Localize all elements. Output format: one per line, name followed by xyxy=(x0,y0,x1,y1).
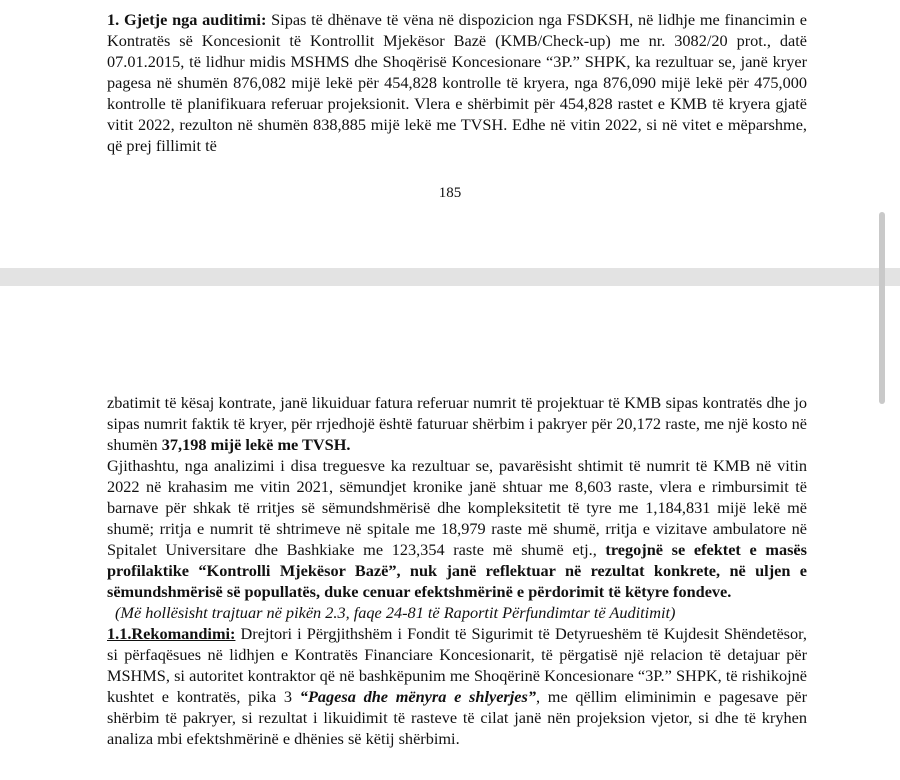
analysis-conclusion: tregojnë se efektet e masës profilaktike “Kontrolli Mjekësor Bazë”, nuk janë reflektuar në rezultat konkrete, në uljen e sëmundshmërisë së popullatës, duke cenuar efektshmërinë e përdorimit të këtyre fondeve. xyxy=(107,540,807,601)
analysis-paragraph xyxy=(107,455,807,602)
finding-label: 1. Gjetje nga auditimi: xyxy=(107,10,267,29)
page-separator xyxy=(0,268,900,286)
continuation-text: zbatimit të kësaj kontrate, janë likuiduar fatura referuar numrit të projektuar të KMB sipas kontratës dhe jo sipas numrit faktik të kryer, për rrjedhojë është faturuar shërbim i pakryer për 20,172 raste, me një kosto në shumën xyxy=(107,393,807,454)
report-reference: (Më hollësisht trajtuar në pikën 2.3, faqe 24-81 të Raportit Përfundimtar të Auditimit) xyxy=(115,603,676,622)
cost-amount: 37,198 mijë lekë me TVSH. xyxy=(161,435,351,454)
analysis-text: Gjithashtu, nga analizimi i disa treguesve ka rezultuar se, pavarësisht shtimit të numrit të KMB në vitin 2022 në krahasim me vitin 2021, sëmundjet kronike janë shtuar me 8,603 raste, vlera e rimbursimit të barnave për shkak të rritjes së sëmundshmërisë dhe kompleksitetit të tyre me 1,184,831 mijë lekë më shumë; rritja e numrit të shtrimeve në spitale me 18,979 raste më shumë, rritja e vizitave ambulatore në Spitalet Universitare dhe Bashkiake me 123,354 raste më shumë etj., xyxy=(107,456,807,559)
continuation-paragraph xyxy=(107,392,807,455)
recommendation-text-a: Drejtori i Përgjithshëm i Fondit të Sigurimit të Detyrueshëm të Kujdesit Shëndetësor, si përfaqësues në lidhjen e Kontratës Financiare Koncesionarit, të përgatisë një relacion të detajuar për MSHMS, si autoritet kontraktor që në bashkëpunim me Shoqërinë Koncesionare “3P.” SHPK, të rishikojnë kushtet e kontratës, pika 3 xyxy=(107,624,807,706)
finding-paragraph xyxy=(107,9,807,156)
page-number: 185 xyxy=(438,185,462,201)
page-body xyxy=(107,392,807,749)
recommendation-paragraph xyxy=(107,623,807,749)
recommendation-label: 1.1.Rekomandimi: xyxy=(107,624,236,643)
finding-text: Sipas të dhënave të vëna në dispozicion nga FSDKSH, në lidhje me financimin e Kontratës së Koncesionit të Kontrollit Mjekësor Bazë (KMB/Check-up) me nr. 3082/20 prot., datë 07.01.2015, të lidhur midis MSHMS dhe Shoqërisë Koncesionare “3P.” SHPK, ka rezultuar se, janë kryer pagesa në shumën 876,082 mijë lekë për 454,828 kontrolle të kryera, nga 876,090 mijë lekë për 475,000 kontrolle të planifikuara referuar projeksionit. Vlera e shërbimit për 454,828 rastet e KMB të kryera gjatë vitit 2022, rezulton në shumën 838,885 mijë lekë me TVSH. Edhe në vitin 2022, si në vitet e mëparshme, që prej fillimit të xyxy=(107,10,807,155)
recommendation-text-b: , me qëllim eliminimin e pagesave për shërbim të pakryer, si rezultat i likuidimit të rasteve të cilat janë nën projeksion vjetor, si dhe të kryhen analiza mbi efektshmërinë e dhënies së këtij shërbimi. xyxy=(107,687,808,748)
recommendation-contract-clause: “Pagesa dhe mënyra e shlyerjes” xyxy=(299,687,536,706)
vertical-scrollbar[interactable] xyxy=(879,212,885,404)
